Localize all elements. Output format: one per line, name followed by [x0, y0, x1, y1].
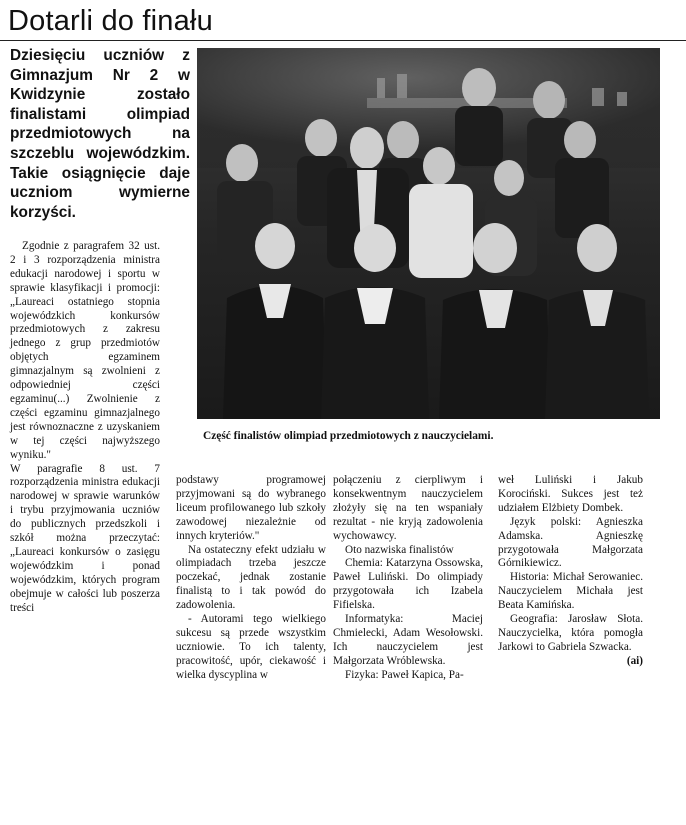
paragraph: Historia: Michał Serowaniec. Nauczycielem Michała jest Beata Kamińska. — [498, 571, 643, 612]
paragraph: Fizyka: Paweł Kapica, Pa- — [345, 668, 464, 681]
article-lead: Dziesięciu uczniów z Gimnazjum Nr 2 w Kwidzynie zostało finalistami olimpiad przedmiotowych na szczeblu wojewódzkim. Takie osiągnięcie daje uczniom wymierne korzyści. — [10, 47, 190, 221]
paragraph: - Autorami tego wielkiego sukcesu są przede wszystkim uczniowie. To ich talenty, pracowitość, upór, ciekawość i wielka dyscyplina w — [176, 613, 326, 681]
paragraph: Geografia: Jarosław Słota. Nauczycielka, która pomogła Jarkowi to Gabriela Szwacka. — [498, 613, 643, 653]
text-column-3 — [333, 474, 483, 683]
article-title: Dotarli do finału — [8, 5, 213, 37]
paragraph: podstawy programowej przyjmowani są do wybranego liceum profilowanego lub szkoły zawodowej niezależnie od innych kryteriów." — [176, 474, 326, 542]
text-column-2 — [176, 474, 326, 683]
paragraph: Na ostateczny efekt udziału w olimpiadach trzeba jeszcze poczekać, jednak zostanie finalistą to i tak powód do zadowolenia. — [176, 543, 326, 612]
title-rule — [0, 40, 686, 41]
paragraph: Informatyka: Maciej Chmielecki, Adam Wesołowski. Ich nauczycielem jest Małgorzata Wróblewska. — [333, 613, 483, 667]
group-photo-illustration — [197, 48, 660, 419]
text-column-1 — [10, 240, 160, 615]
text-column-4 — [498, 474, 643, 669]
paragraph: weł Luliński i Jakub Korociński. Sukces jest też udziałem Elżbiety Dombek. — [498, 474, 643, 514]
paragraph: W paragrafie 8 ust. 7 rozporządzenia ministra edukacji narodowej w sprawie warunków i trybu przyjmowania uczniów do publicznych przedszkoli i szkół można przeczytać: „Laureaci konkursów o zasięgu wojewódzkim i ponad wojewódzkim, których program obejmuje w całości lub poszerza treści — [10, 462, 160, 614]
paragraph-heading: Oto nazwiska finalistów — [345, 543, 454, 556]
group-photo — [197, 48, 660, 419]
photo-caption: Część finalistów olimpiad przedmiotowych z nauczycielami. — [203, 430, 494, 442]
paragraph: Język polski: Agnieszka Adamska. Agnieszkę przygotowała Małgorzata Górnikiewicz. — [498, 515, 643, 570]
paragraph: Zgodnie z paragrafem 32 ust. 2 i 3 rozporządzenia ministra edukacji narodowej i sportu w sprawie klasyfikacji i promocji: „Laureaci ostatniego stopnia wojewódzkich konkursów przedmiotowych z zakresu jednego z grup przedmiotów objętych egzaminem gimnazjalnym są zwolnieni z odpowiedniej części egzaminu(...) Zwolnienie z części egzaminu gimnazjalnego jest równoznaczne z uzyskaniem w tej części najwyższego wyniku." — [10, 240, 160, 461]
author-signature: (ai) — [626, 654, 643, 667]
paragraph: Chemia: Katarzyna Ossowska, Paweł Luliński. Do olimpiady przygotowała ich Izabela Fifielska. — [333, 557, 483, 612]
paragraph: połączeniu z cierpliwym i konsekwentnym nauczycielem złożyły się na ten wspaniały rezultat - nie kryją zadowolenia wychowawcy. — [333, 474, 483, 542]
